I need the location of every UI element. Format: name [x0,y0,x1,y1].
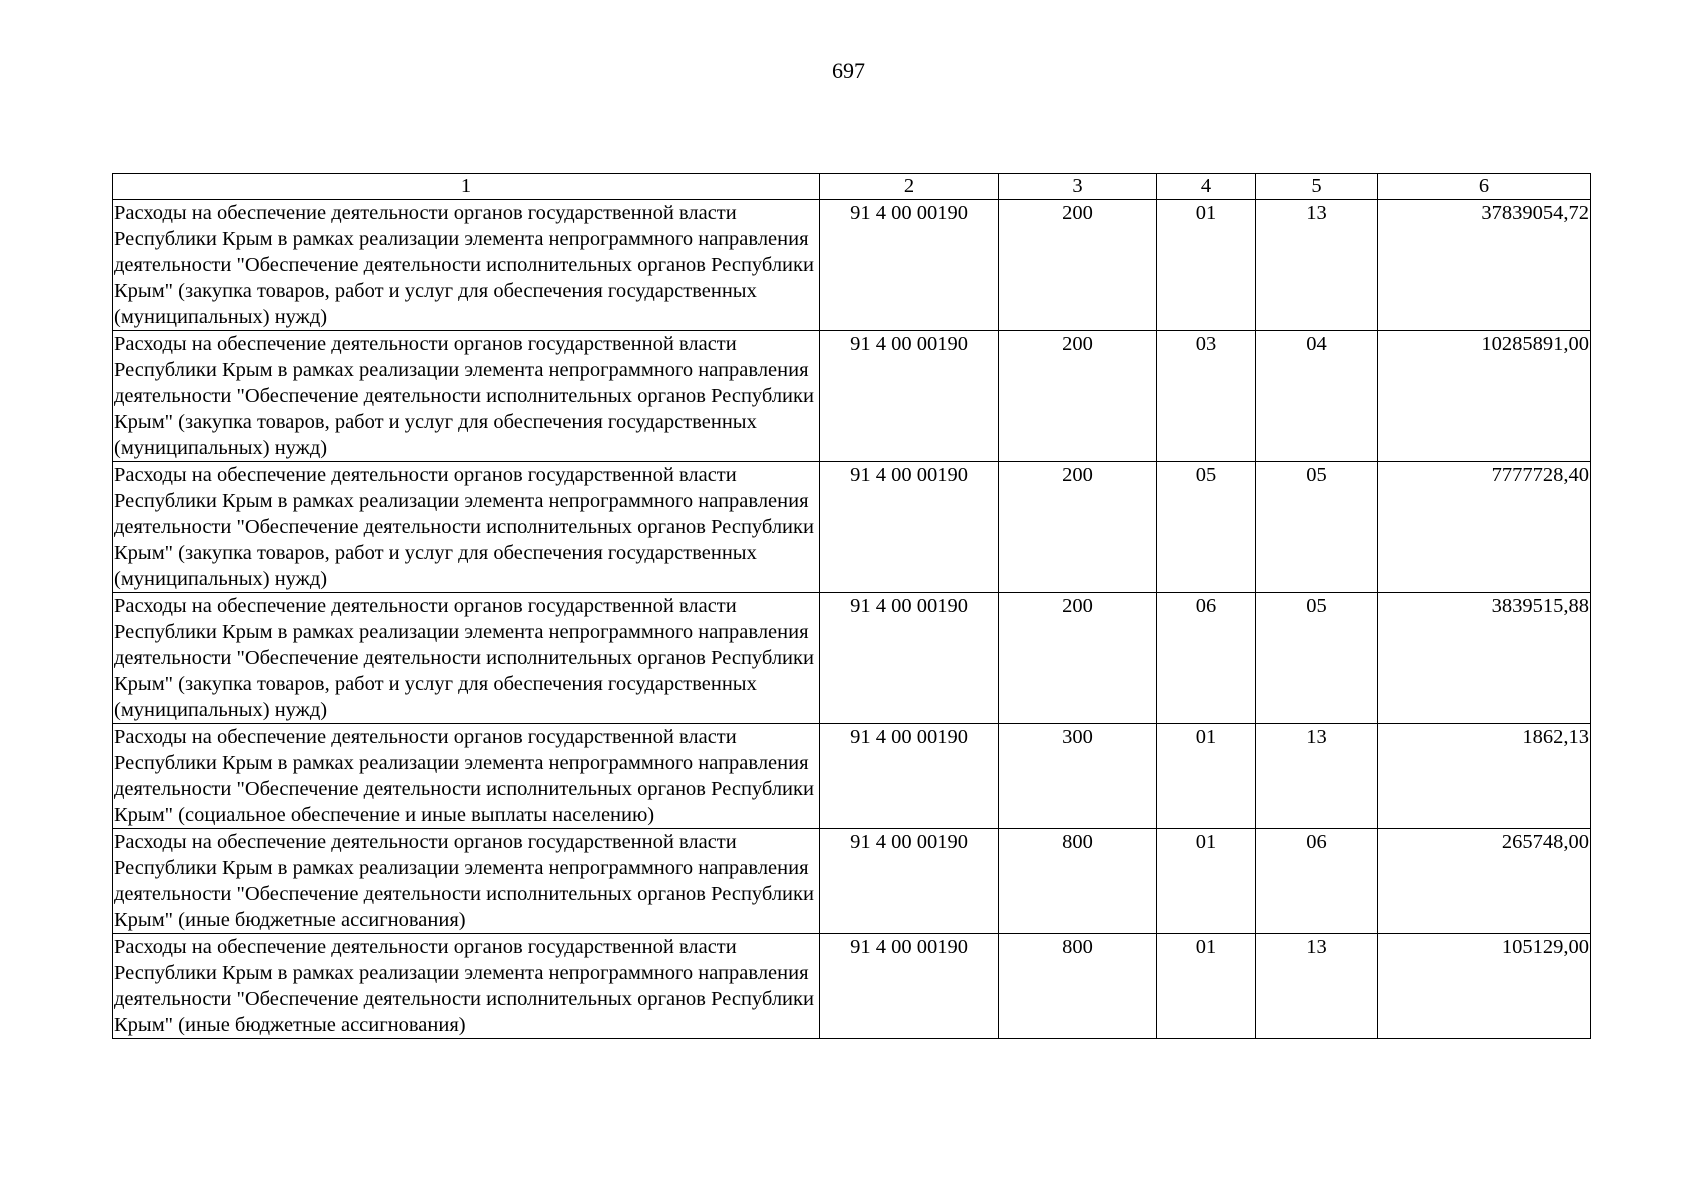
header-col-1: 1 [113,174,820,200]
row-section: 01 [1157,934,1256,1039]
row-description: Расходы на обеспечение деятельности органов государственной власти Республики Крым в рамках реализации элемента непрограммного направления деятельности "Обеспечение деятельности исполнительных органов Республики Крым" (закупка товаров, работ и услуг для обеспечения государственных (муниципальных) нужд) [113,462,820,593]
table-row [113,593,1591,724]
table-header-row [113,174,1591,200]
row-amount: 3839515,88 [1378,593,1591,724]
row-section: 03 [1157,331,1256,462]
row-target-code: 91 4 00 00190 [820,462,999,593]
row-expense-type: 300 [999,724,1157,829]
header-col-4: 4 [1157,174,1256,200]
row-section: 01 [1157,829,1256,934]
row-expense-type: 800 [999,829,1157,934]
row-subsection: 06 [1256,829,1378,934]
row-expense-type: 800 [999,934,1157,1039]
row-section: 01 [1157,200,1256,331]
header-col-3: 3 [999,174,1157,200]
row-amount: 37839054,72 [1378,200,1591,331]
row-amount: 265748,00 [1378,829,1591,934]
row-subsection: 05 [1256,462,1378,593]
row-amount: 10285891,00 [1378,331,1591,462]
row-expense-type: 200 [999,462,1157,593]
table-row [113,934,1591,1039]
table-row [113,829,1591,934]
row-expense-type: 200 [999,593,1157,724]
row-target-code: 91 4 00 00190 [820,724,999,829]
page-number: 697 [832,58,865,83]
table-row [113,724,1591,829]
row-target-code: 91 4 00 00190 [820,829,999,934]
row-amount: 7777728,40 [1378,462,1591,593]
row-description: Расходы на обеспечение деятельности органов государственной власти Республики Крым в рамках реализации элемента непрограммного направления деятельности "Обеспечение деятельности исполнительных органов Республики Крым" (социальное обеспечение и иные выплаты населению) [113,724,820,829]
row-section: 05 [1157,462,1256,593]
row-description: Расходы на обеспечение деятельности органов государственной власти Республики Крым в рамках реализации элемента непрограммного направления деятельности "Обеспечение деятельности исполнительных органов Республики Крым" (закупка товаров, работ и услуг для обеспечения государственных (муниципальных) нужд) [113,593,820,724]
row-description: Расходы на обеспечение деятельности органов государственной власти Республики Крым в рамках реализации элемента непрограммного направления деятельности "Обеспечение деятельности исполнительных органов Республики Крым" (закупка товаров, работ и услуг для обеспечения государственных (муниципальных) нужд) [113,200,820,331]
row-target-code: 91 4 00 00190 [820,934,999,1039]
row-target-code: 91 4 00 00190 [820,331,999,462]
row-subsection: 05 [1256,593,1378,724]
table-row [113,331,1591,462]
row-description: Расходы на обеспечение деятельности органов государственной власти Республики Крым в рамках реализации элемента непрограммного направления деятельности "Обеспечение деятельности исполнительных органов Республики Крым" (закупка товаров, работ и услуг для обеспечения государственных (муниципальных) нужд) [113,331,820,462]
row-target-code: 91 4 00 00190 [820,593,999,724]
row-subsection: 13 [1256,200,1378,331]
row-description: Расходы на обеспечение деятельности органов государственной власти Республики Крым в рамках реализации элемента непрограммного направления деятельности "Обеспечение деятельности исполнительных органов Республики Крым" (иные бюджетные ассигнования) [113,934,820,1039]
table-row [113,200,1591,331]
header-col-5: 5 [1256,174,1378,200]
budget-table [112,173,1591,1039]
row-section: 06 [1157,593,1256,724]
row-subsection: 13 [1256,934,1378,1039]
row-expense-type: 200 [999,200,1157,331]
row-description: Расходы на обеспечение деятельности органов государственной власти Республики Крым в рамках реализации элемента непрограммного направления деятельности "Обеспечение деятельности исполнительных органов Республики Крым" (иные бюджетные ассигнования) [113,829,820,934]
table-row [113,462,1591,593]
row-amount: 105129,00 [1378,934,1591,1039]
row-expense-type: 200 [999,331,1157,462]
header-col-2: 2 [820,174,999,200]
row-target-code: 91 4 00 00190 [820,200,999,331]
row-section: 01 [1157,724,1256,829]
row-amount: 1862,13 [1378,724,1591,829]
header-col-6: 6 [1378,174,1591,200]
row-subsection: 13 [1256,724,1378,829]
row-subsection: 04 [1256,331,1378,462]
